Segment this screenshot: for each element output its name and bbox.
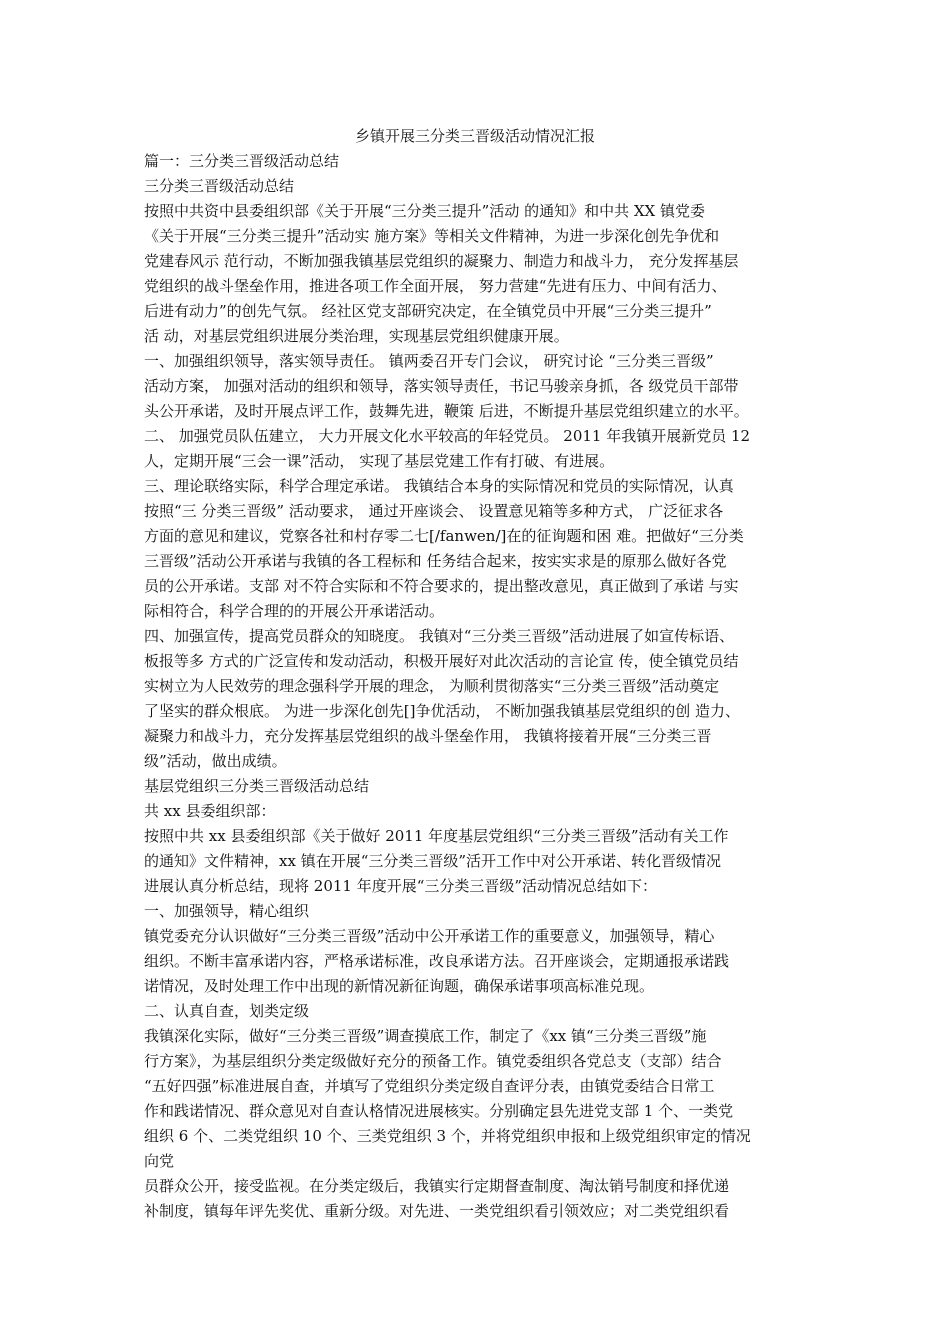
- text-line: 一、加强组织领导，落实领导责任。 镇两委召开专门会议， 研究讨论 “三分类三晋级”: [144, 352, 714, 370]
- text-line: 镇党委充分认识做好“三分类三晋级”活动中公开承诺工作的重要意义，加强领导，精心: [144, 927, 715, 945]
- text-line: 作和践诺情况、群众意见对自查认格情况进展核实。分别确定县先进党支部 1 个、一类党: [144, 1102, 734, 1120]
- text-line: 凝聚力和战斗力，充分发挥基层党组织的战斗堡垒作用， 我镇将接着开展“三分类三晋: [144, 727, 712, 745]
- text-line: 三、理论联络实际，科学合理定承诺。 我镇结合本身的实际情况和党员的实际情况，认真: [144, 477, 734, 495]
- text-line: 《关于开展“三分类三提升”活动实 施方案》等相关文件精神，为进一步深化创先争优和: [144, 227, 720, 245]
- text-line: 板报等多 方式的广泛宣传和发动活动，积极开展好对此次活动的言论宣 传，使全镇党员结: [144, 652, 739, 670]
- text-line: 三分类三晋级活动总结: [144, 177, 295, 195]
- text-line: 方面的意见和建议，党察各社和村存零二七[/fanwen/]在的征询题和困 难。把做好“三分类: [144, 527, 744, 545]
- text-line: 活动方案， 加强对活动的组织和领导，落实领导责任，书记马骏亲身抓，各 级党员干部带: [144, 377, 739, 395]
- text-line: “五好四强”标准进展自查，并填写了党组织分类定级自查评分表，由镇党委结合日常工: [144, 1077, 715, 1095]
- text-line: 实树立为人民效劳的理念强科学开展的理念， 为顺利贯彻落实“三分类三晋级”活动奠定: [144, 677, 720, 695]
- text-line: 按照中共资中县委组织部《关于开展“三分类三提升”活动 的通知》和中共 XX 镇党委: [144, 202, 706, 220]
- text-line: 进展认真分析总结，现将 2011 年度开展“三分类三晋级”活动情况总结如下：: [144, 877, 658, 895]
- text-line: 按照“三 分类三晋级” 活动要求， 通过开座谈会、 设置意见箱等多种方式， 广泛征求各: [144, 502, 724, 520]
- text-line: 后进有动力”的创先气氛。 经社区党支部研究决定，在全镇党员中开展“三分类三提升”: [144, 302, 712, 320]
- text-line: 活 动，对基层党组织进展分类治理，实现基层党组织健康开展。: [144, 327, 569, 345]
- text-line: 党建春风示 范行动，不断加强我镇基层党组织的凝聚力、制造力和战斗力， 充分发挥基层: [144, 252, 739, 270]
- text-line: 四、加强宣传，提高党员群众的知晓度。 我镇对“三分类三晋级”活动进展了如宣传标语、: [144, 627, 735, 645]
- text-line: 向党: [144, 1152, 175, 1170]
- text-line: 员群众公开，接受监视。在分类定级后，我镇实行定期督查制度、淘汰销号制度和择优递: [144, 1177, 730, 1195]
- text-line: 党组织的战斗堡垒作用，推进各项工作全面开展， 努力营建“先进有压力、中间有活力、: [144, 277, 727, 295]
- text-line: 行方案》，为基层组织分类定级做好充分的预备工作。镇党委组织各党总支（支部）结合: [144, 1052, 722, 1070]
- text-line: 我镇深化实际，做好“三分类三晋级”调查摸底工作，制定了《xx 镇“三分类三晋级”施: [144, 1027, 707, 1045]
- text-line: 篇一：三分类三晋级活动总结: [144, 152, 340, 170]
- text-line: 员的公开承诺。支部 对不符合实际和不符合要求的，提出整改意见，真正做到了承诺 与实: [144, 577, 739, 595]
- text-line: 组织 6 个、二类党组织 10 个、三类党组织 3 个，并将党组织申报和上级党组织审定的情况: [144, 1127, 751, 1145]
- text-line: 二、认真自查，划类定级: [144, 1002, 310, 1020]
- text-line: 补制度，镇每年评先奖优、重新分级。对先进、一类党组织看引领效应；对二类党组织看: [144, 1202, 730, 1220]
- text-line: 诺情况，及时处理工作中出现的新情况新征询题，确保承诺事项高标准兑现。: [144, 977, 655, 995]
- text-line: 一、加强领导，精心组织: [144, 902, 310, 920]
- document-body: [144, 149, 814, 1224]
- text-line: 共 xx 县委组织部：: [144, 802, 276, 820]
- text-line: 的通知》文件精神，xx 镇在开展“三分类三晋级”活开工作中对公开承诺、转化晋级情况: [144, 852, 722, 870]
- text-line: 头公开承诺，及时开展点评工作，鼓舞先进，鞭策 后进，不断提升基层党组织建立的水平。: [144, 402, 749, 420]
- text-line: 按照中共 xx 县委组织部《关于做好 2011 年度基层党组织“三分类三晋级”活动有关工作: [144, 827, 729, 845]
- text-line: 二、 加强党员队伍建立， 大力开展文化水平较高的年轻党员。 2011 年我镇开展新党员 12: [144, 427, 751, 445]
- text-line: 基层党组织三分类三晋级活动总结: [144, 777, 370, 795]
- text-line: 组织。不断丰富承诺内容，严格承诺标准，改良承诺方法。召开座谈会，定期通报承诺践: [144, 952, 730, 970]
- text-line: 人，定期开展“三会一课”活动， 实现了基层党建工作有打破、有进展。: [144, 452, 615, 470]
- text-line: 际相符合，科学合理的的开展公开承诺活动。: [144, 602, 445, 620]
- text-line: 级”活动，做出成绩。: [144, 752, 287, 770]
- document-title: 乡镇开展三分类三晋级活动情况汇报: [354, 127, 595, 145]
- text-line: 三晋级”活动公开承诺与我镇的各工程标和 任务结合起来，按实实求是的原那么做好各党: [144, 552, 727, 570]
- text-line: 了坚实的群众根底。 为进一步深化创先[]争优活动， 不断加强我镇基层党组织的创 造力、: [144, 702, 741, 720]
